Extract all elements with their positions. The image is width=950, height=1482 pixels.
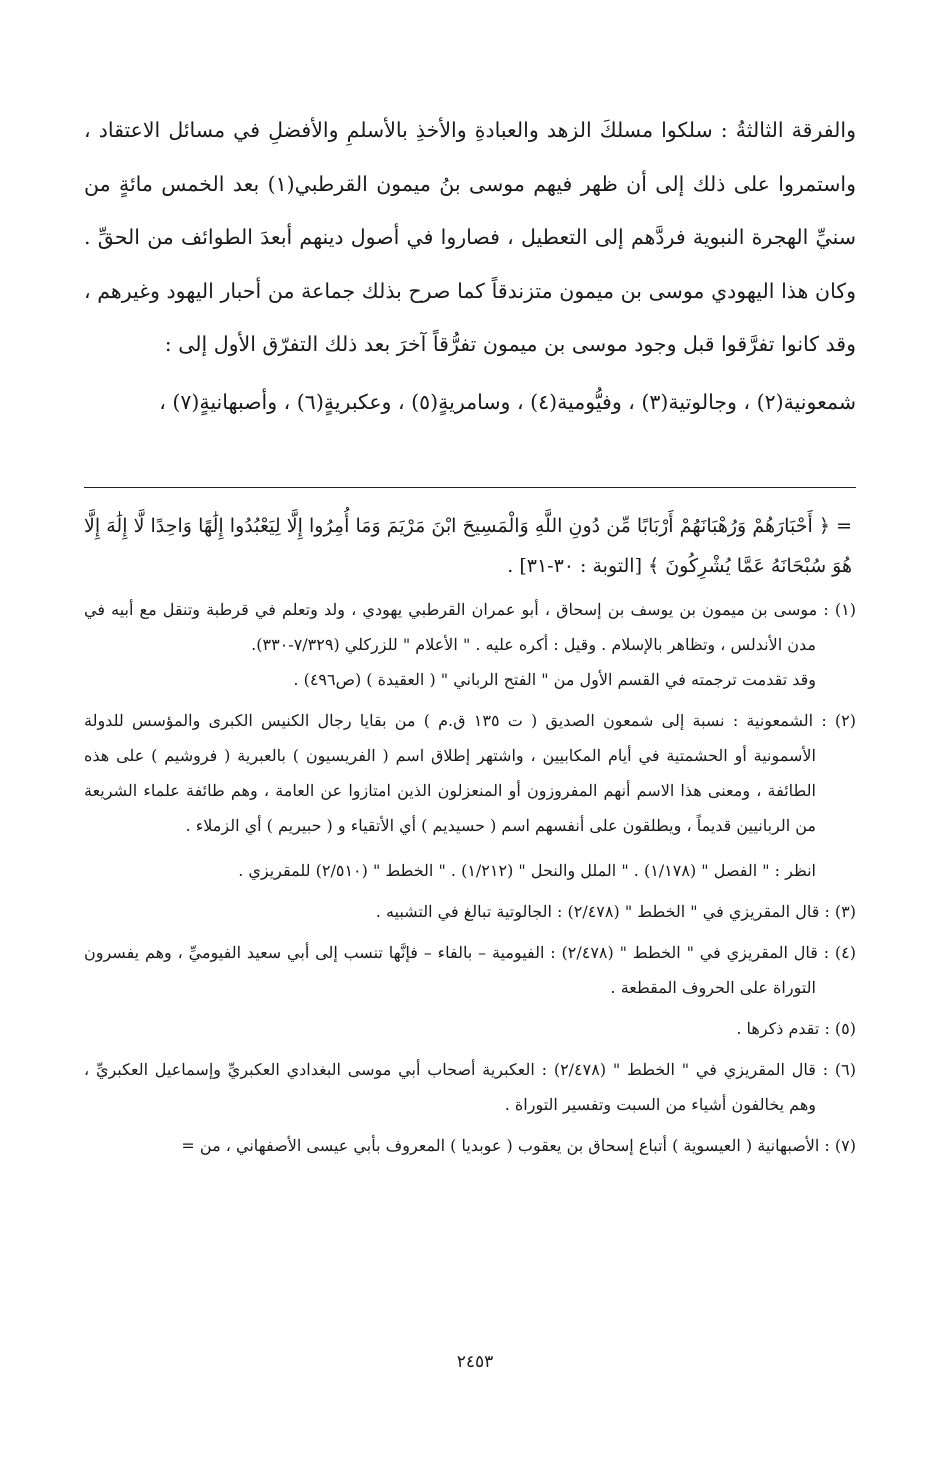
footnote-7: (٧) : الأصبهانية ( العيسوية ) أتباع إسحاق بن يعقوب ( عوبديا ) المعروف بأبي عيسى الأصفهاني ، من = bbox=[181, 1136, 856, 1155]
footnote-6: (٦) : قال المقريزي في " الخطط " (٢/٤٧٨) : العكبرية أصحاب أبي موسى البغدادي العكبريِّ وإسماعيل العكبريِّ ، وهم يخالفون أشياء من السبت وتفسير التوراة . bbox=[84, 1060, 856, 1114]
sects-list-line: شمعونية(٢) ، وجالوتية(٣) ، وفيُّومية(٤) ، وسامريةٍ(٥) ، وعكبريةٍ(٦) ، وأصبهانيةٍ(٧) ، bbox=[159, 389, 856, 414]
footnote-5: (٥) : تقدم ذكرها . bbox=[736, 1019, 856, 1038]
main-paragraph: والفرقة الثالثةُ : سلكوا مسلكَ الزهد والعبادةِ والأخذِ بالأسلمِ والأفضلِ في مسائل الاعتقاد ، واستمروا على ذلك إلى أن ظهر فيهم موسى بنُ ميمون القرطبي(١) بعد الخمس مائةٍ من سنيِّ الهجرة النبوية فردَّهم إلى التعطيل ، فصاروا في أصول دينهم أبعدَ الطوائف من الحقِّ . وكان هذا اليهودي موسى بن ميمون متزندقاً كما صرح بذلك جماعة من أحبار اليهود وغيرهم ، وقد كانوا تفرَّقوا قبل وجود موسى بن ميمون تفرُّقاً آخرَ بعد ذلك التفرّق الأول إلى : bbox=[84, 118, 856, 356]
main-text bbox=[84, 104, 856, 429]
footnote-3: (٣) : قال المقريزي في " الخطط " (٢/٤٧٨) : الجالوتية تبالغ في التشبيه . bbox=[375, 902, 856, 921]
footnote-2-references: انظر : " الفصل " (١/١٧٨) . " الملل والنحل " (١/٢١٢) . " الخطط " (٢/٥١٠) للمقريزي . bbox=[238, 861, 816, 880]
footnote-separator bbox=[84, 487, 856, 488]
page-number: ٢٤٥٣ bbox=[456, 1352, 494, 1372]
footnotes bbox=[84, 506, 856, 1163]
footnote-1-continuation: وقد تقدمت ترجمته في القسم الأول من " الفتح الرباني " ( العقيدة ) (ص٤٩٦) . bbox=[293, 670, 816, 689]
quran-verse-continuation: = ﴿ أَحْبَارَهُمْ وَرُهْبَانَهُمْ أَرْبَابًا مِّن دُونِ اللَّهِ وَالْمَسِيحَ ابْنَ مَرْيَمَ وَمَا أُمِرُوا إِلَّا لِيَعْبُدُوا إِلَٰهًا وَاحِدًا لَّا إِلَٰهَ إِلَّا هُوَ سُبْحَانَهُ عَمَّا يُشْرِكُونَ ﴾ [التوبة : ٣٠-٣١] . bbox=[84, 515, 852, 577]
footnote-4: (٤) : قال المقريزي في " الخطط " (٢/٤٧٨) : الفيومية – بالفاء – فإنَّها تنسب إلى أبي سعيد الفيوميِّ ، وهم يفسرون التوراة على الحروف المقطعة . bbox=[84, 943, 857, 997]
footnote-1: (١) : موسى بن ميمون بن يوسف بن إسحاق ، أبو عمران القرطبي يهودي ، ولد وتعلم في قرطبة وتنقل مع أبيه في مدن الأندلس ، وتظاهر بالإسلام . وقيل : أكره عليه . " الأعلام " للزركلي (٧/٣٢٩-٣٣٠). bbox=[84, 600, 856, 654]
footnote-2: (٢) : الشمعونية : نسبة إلى شمعون الصديق ( ت ١٣٥ ق.م ) من بقايا رجال الكنيس الكبرى والمؤسس للدولة الأسمونية أو الحشمتية في أيام المكابيين ، واشتهر إطلاق اسم ( الفريسيون ) بالعبرية ( فروشيم ) على هذه الطائفة ، ومعنى هذا الاسم أنهم المفروزون أو المنعزلون الذين امتازوا عن العامة ، وهم طائفة علماء الشريعة من الربانيين قديماً ، ويطلقون على أنفسهم اسم ( حسيديم ) أي الأتقياء و ( حبيريم ) أي الزملاء . bbox=[84, 711, 857, 835]
